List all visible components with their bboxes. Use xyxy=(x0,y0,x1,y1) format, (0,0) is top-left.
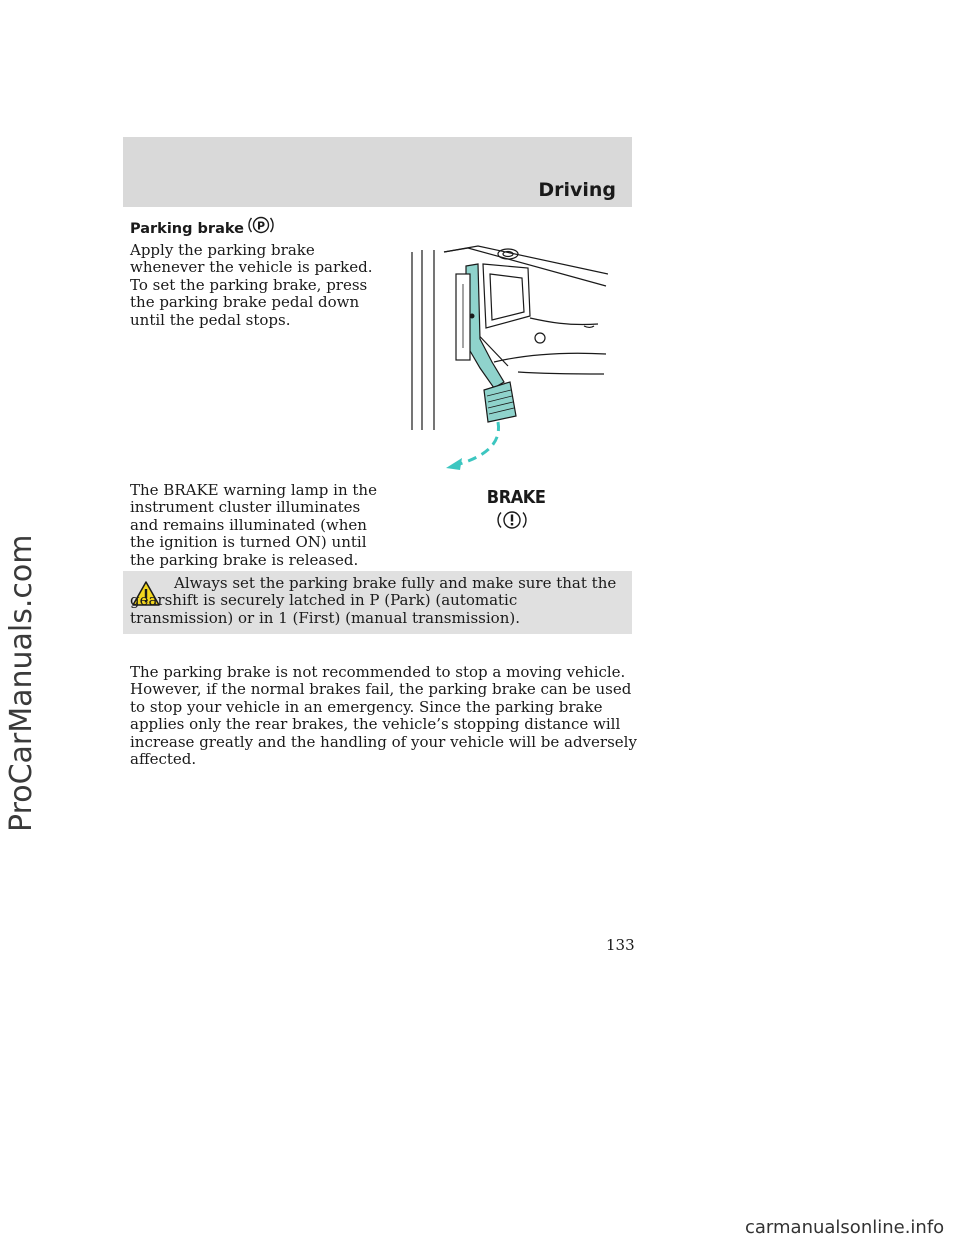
brake-warning-lamp xyxy=(484,487,546,536)
header-band xyxy=(123,137,632,207)
paragraph-apply: Apply the parking brake whenever the vehicle is parked. To set the parking brake, press the parking brake pedal down until the pedal stops. xyxy=(130,241,373,329)
brake-warning-icon xyxy=(495,508,529,532)
parking-brake-icon xyxy=(247,213,275,237)
svg-text:P: P xyxy=(256,219,265,233)
warning-text: Always set the parking brake fully and make sure that the gearshift is securely latched in P (Park) (automatic transmission) or in 1 (First) (manual transmission). xyxy=(130,574,617,627)
pedal-illustration xyxy=(408,244,608,472)
subheading-text: Parking brake xyxy=(130,221,244,237)
watermark: ProCarManuals.com xyxy=(4,534,39,832)
page-number: 133 xyxy=(606,936,635,954)
paragraph-brake-lamp: The BRAKE warning lamp in the instrument cluster illuminates and remains illuminated (when the ignition is turned ON) until the parking brake is released. xyxy=(130,481,377,569)
warning-box xyxy=(123,571,632,634)
footer-url: carmanualsonline.info xyxy=(745,1217,945,1238)
subheading xyxy=(130,221,275,237)
brake-lamp-label: BRAKE xyxy=(486,487,546,508)
paragraph-moving-vehicle: The parking brake is not recommended to stop a moving vehicle. However, if the normal brakes fail, the parking brake can be used to stop your vehicle in an emergency. Since the parking brake applies only the rear brakes, the vehicle’s stopping distance will increase greatly and the handling of your vehicle will be adversely affected. xyxy=(130,663,637,769)
section-title: Driving xyxy=(538,179,616,201)
